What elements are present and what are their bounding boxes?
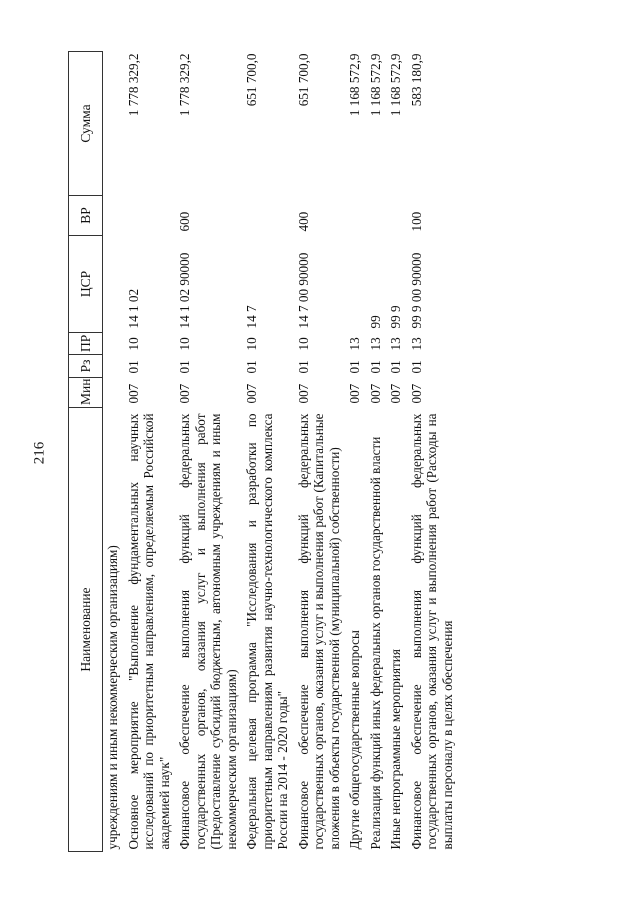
table-row — [407, 52, 459, 852]
cell-sum: 651 700,0 — [244, 53, 259, 107]
cell-csr: 99 9 — [388, 305, 403, 329]
cell-name: Финансовое обеспечение выполнения функций федеральных государственных органов, оказания услуг и выполнения работ (Расходы на выплаты персоналу в целях обеспечения — [408, 413, 455, 850]
cell-sum: 1 778 329,2 — [125, 53, 141, 117]
cell-name: Федеральная целевая программа "Исследования и разработки по приоритетным направлениям развития научно-технологического комплекса России на 2014 - 2020 годы" — [244, 413, 290, 850]
table-row — [175, 52, 242, 852]
cell-rz — [103, 355, 124, 378]
header-csr: ЦСР — [69, 236, 103, 333]
cell-min: 007 — [347, 383, 362, 404]
table-header-row — [69, 52, 103, 852]
cell-vr — [366, 196, 387, 236]
header-vr: ВР — [69, 196, 103, 236]
header-min: Мин — [69, 378, 103, 408]
cell-min: 007 — [295, 383, 311, 404]
cell-pr: 10 — [177, 337, 192, 351]
cell-name: Реализация функций иных федеральных органов государственной власти — [367, 436, 383, 850]
cell-pr: 10 — [295, 337, 311, 351]
cell-vr — [386, 196, 407, 236]
cell-pr: 10 — [125, 337, 141, 351]
cell-min: 007 — [408, 383, 424, 404]
cell-rz: 01 — [388, 360, 403, 374]
header-pr: ПР — [69, 333, 103, 355]
cell-vr — [345, 196, 366, 236]
cell-rz: 01 — [347, 360, 362, 374]
header-name: Наименование — [69, 408, 103, 852]
budget-table — [68, 51, 458, 852]
cell-min: 007 — [367, 383, 383, 404]
page-number: 216 — [31, 441, 48, 465]
cell-rz: 01 — [408, 360, 424, 374]
cell-sum: 1 168 572,9 — [388, 53, 403, 117]
cell-name: Финансовое обеспечение выполнения функций федеральных государственных органов, оказания услуг и выполнения работ (Предоставление субсидий бюджетным, автономным учреждениям и иным некоммерческим организациям) — [177, 413, 239, 850]
cell-sum — [103, 52, 124, 196]
cell-pr — [103, 333, 124, 355]
cell-rz: 01 — [367, 360, 383, 374]
cell-csr: 14 1 02 — [125, 288, 141, 329]
table-row — [294, 52, 346, 852]
cell-name: Основное мероприятие "Выполнение фундаментальных научных исследований по приоритетным направлениям, определяемым Российской академией наук" — [125, 413, 172, 850]
cell-name: учреждениям и иным некоммерческим организациям) — [105, 545, 120, 850]
cell-csr: 14 1 02 90000 — [177, 252, 192, 329]
cell-sum: 1 168 572,9 — [367, 53, 383, 117]
header-sum: Сумма — [69, 52, 103, 196]
cell-sum: 651 700,0 — [295, 53, 311, 107]
cell-csr: 14 7 00 90000 — [295, 252, 311, 329]
cell-csr — [103, 236, 124, 333]
cell-pr: 13 — [347, 337, 362, 351]
cell-pr: 13 — [367, 337, 383, 351]
cell-vr: 100 — [408, 211, 424, 232]
header-rz: Рз — [69, 355, 103, 378]
cell-vr — [242, 196, 294, 236]
table-body — [103, 52, 459, 852]
table-row — [124, 52, 176, 852]
table-row — [366, 52, 387, 852]
table-row — [103, 52, 124, 852]
cell-sum: 583 180,9 — [408, 53, 424, 107]
cell-pr: 13 — [388, 337, 403, 351]
cell-min: 007 — [177, 383, 192, 404]
table-row — [345, 52, 366, 852]
cell-sum: 1 778 329,2 — [177, 53, 192, 117]
cell-rz: 01 — [295, 360, 311, 374]
cell-csr: 99 — [367, 315, 383, 329]
cell-csr — [345, 236, 366, 333]
cell-sum: 1 168 572,9 — [347, 53, 362, 117]
cell-name: Финансовое обеспечение выполнения функций федеральных государственных органов, оказания услуг и выполнения работ (Капитальные вложения в объекты государственной (муниципальной) собственности) — [295, 413, 342, 850]
cell-min — [103, 378, 124, 408]
table-row — [386, 52, 407, 852]
cell-csr: 14 7 — [244, 305, 259, 329]
cell-pr: 13 — [408, 337, 424, 351]
cell-rz: 01 — [177, 360, 192, 374]
cell-pr: 10 — [244, 337, 259, 351]
table-row — [242, 52, 294, 852]
cell-vr: 400 — [295, 211, 311, 232]
budget-table-rotated — [68, 52, 604, 852]
cell-min: 007 — [388, 383, 403, 404]
cell-rz: 01 — [244, 360, 259, 374]
cell-min: 007 — [125, 383, 141, 404]
cell-rz: 01 — [125, 360, 141, 374]
cell-csr: 99 9 00 90000 — [408, 252, 424, 329]
cell-name: Иные непрограммные мероприятия — [388, 649, 403, 850]
cell-name: Другие общегосударственные вопросы — [347, 630, 362, 850]
cell-min: 007 — [244, 383, 259, 404]
cell-vr — [103, 196, 124, 236]
cell-vr — [124, 196, 176, 236]
cell-vr: 600 — [177, 211, 192, 232]
